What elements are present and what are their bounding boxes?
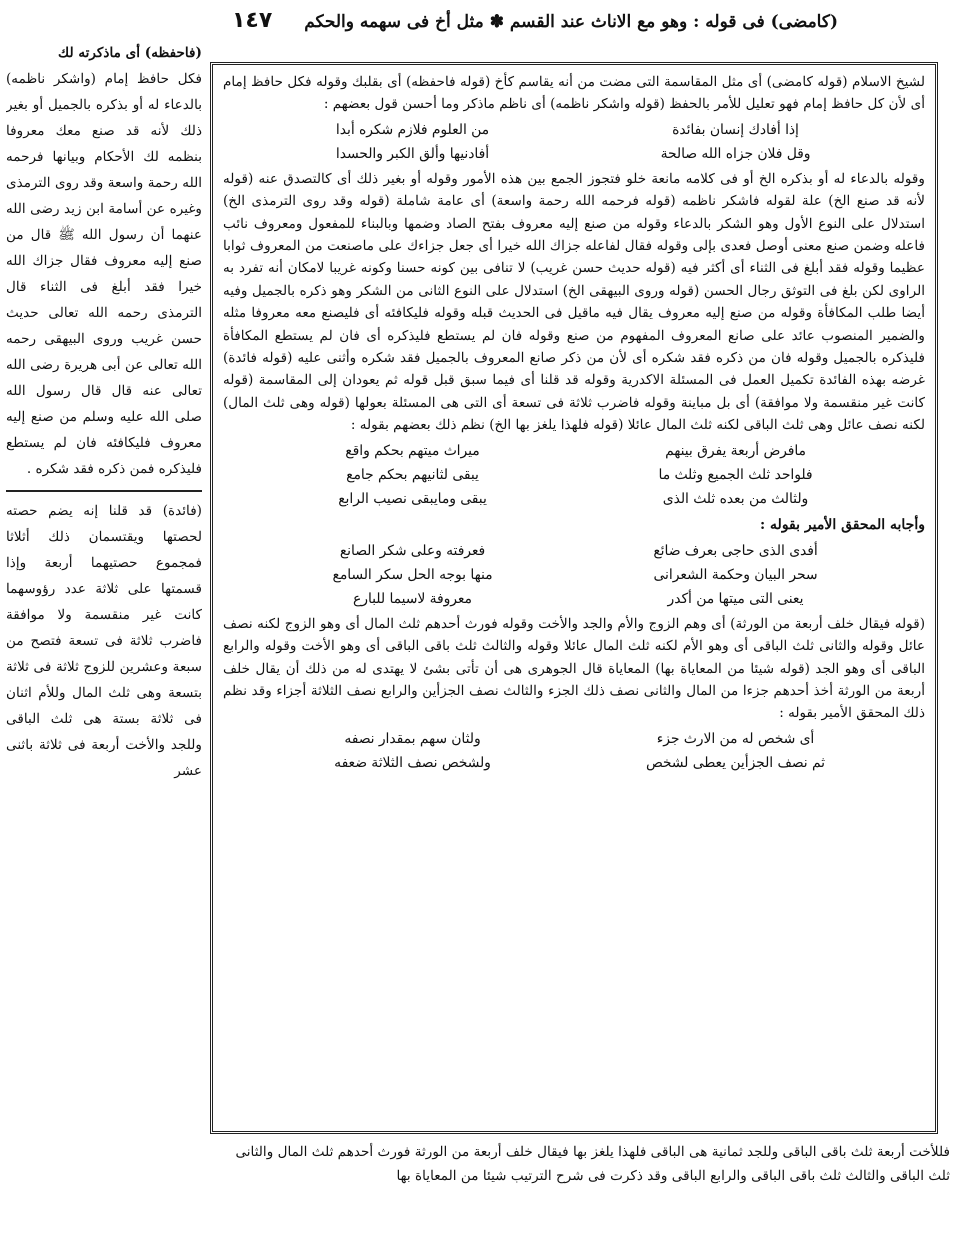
running-header — [232, 8, 838, 42]
commentary-paragraph-3: (قوله فيقال خلف أربعة من الورثة) أى وهم الزوج والأم والجد والأخت وقوله فورث أحدهم ثلث المال أى وهو الزوج لكنه نصف عائل وقوله والثانى ثلث الباقى أى وهو الأم لكنه ثلث المال عائلا وقوله والثالث ثلث باقى الباقى أى وهو الأخت وقوله والرابع الباقى أى وهو الجد (قوله شيئا من المعاياة بها) المعاياة قال الجوهرى هى أن تأتى بشئ لا يهتدى له من ذلك أن يقال خلف أربعة من الورثة أخذ أحدهم جزءا من المال والثانى نصف ذلك الجزء والثالث نصف الجزأين والرابع نصف الثلاثة أجزاء وقد نظم ذلك المحقق الأمير بقوله : — [223, 615, 925, 722]
poem-4-line-1-left: ولثان سهم بمقدار نصفه — [344, 730, 481, 747]
poem-4-line-1-right: أى شخص له من الارث جزء — [656, 730, 815, 747]
poem-3-line-2-right: سحر البيان وحكمة الشعرانى — [653, 566, 818, 583]
poem-4 — [223, 727, 925, 775]
poem-3-line-1-left: فعرفته وعلى شكر الصانع — [339, 542, 486, 559]
poem-1-line-1-right: إذا أفادك إنسان بفائدة — [672, 121, 799, 138]
page-number: ١٤٧ — [232, 8, 273, 33]
poem-3-line-3-right: يعنى التى ميتها من أكدر — [667, 590, 804, 607]
poem-1-line-2-left: أفادنيها وألق الكبر والحسدا — [335, 145, 490, 162]
poem-1-line-1-left: من العلوم فلازم شكره أبدا — [335, 121, 490, 138]
margin-title: (فاحفظه) أى ماذكرته لك — [58, 45, 202, 61]
commentary-paragraph-2: وقوله بالدعاء له أو بذكره الخ أو فى كلامه مانعة خلو فتجوز الجمع بين هذه الأمور وقوله أو بغير ذلك أى كالتصدق عنه (قوله لأنه قد صنع الخ) علة لقوله فاشكر ناظمه (قوله فرحمه الله رحمة واسعة) أى عامة شاملة (قوله وقد روى الترمذى الخ) استدلال على النوع الأول وهو الشكر بالدعاء وقوله من صنع إليه معروف بفتح الصاد وضمها وبالبناء للمفعول ومعروف نائب فاعله وضمن صنع معنى أوصل فعدى بإلى وقوله فقال لفاعله جزاك الله خيرا أى جعل جزاءك على ماصنعت من المعروف ثوابا عظيما وقوله فقد أبلغ فى الثناء أى أكثر فيه (قوله حديث حسن غريب) لا تنافى بين كونه حسنا وكونه غريبا لامكان أنه تفرد به الراوى لكن بلغ فى التوثق رجال الحسن (قوله وروى البيهقى الخ) استدلال على النوع الثانى من الشكر وهو ذكره بالجميل وفيه أيضا طلب المكافأة وقوله من صنع إليه معروف يقال فيه ماقيل فى الحديث قبله وقوله فليكافئه أى فليصنع معه معروفا مثله والضمير المنصوب عائد على صانع المعروف المفهوم من صنع وقوله فان لم يستطع فليذكره أى فان لم يستطع المكافأة فليذكره بالجميل وقوله فان من ذكره فقد شكره أى لأن من ذكر صانع المعروف بالجميل فقد شكره وأثنى عليه (قوله فائدة) غرضه بهذه الفائدة تكميل العمل فى المسئلة الاكدرية وقوله قد قلنا أى فيما سبق قبل قوله ثم يعودان إلى المقاسمة (قوله كانت غير منقسمة ولا موافقة) أى بل مباينة وقوله فاضرب ثلاثة فى تسعة أى التى هى المسئلة بعولها (قوله وهى ثلث المال) لكنه نصف عائل وهى ثلث الباقى لكنه ثلث المال عائلا (قوله فلهذا يلغز بها الخ) نظم ذلك بعضهم بقوله : — [223, 170, 925, 434]
margin-text-column — [6, 40, 202, 1126]
poem-2-line-2-left: يبقى لثانيهم بحكم جامع — [346, 466, 479, 483]
commentary-box — [210, 62, 938, 1134]
commentary-paragraph-1: لشيخ الاسلام (قوله كامضى) أى مثل المقاسمة التى مضت من أنه يقاسم كأخ (قوله فاحفظه) أى بقلبك وقوله فكل حافظ إمام أى لأن كل حافظ إمام فهو تعليل للأمر بالحفظ (قوله واشكر ناظمه) أى ناظم ماذكر وما أحسن قول بعضهم : — [223, 74, 925, 113]
footer-line-1: فللأخت أربعة ثلث باقى الباقى وللجد ثمانية هى الباقى فلهذا يلغز بها فيقال خلف أربعة من الورثة فورث أحدهم ثلث المال والثانى — [235, 1144, 950, 1160]
poem-3-line-3-left: معروفة لاسيما للبارع — [353, 590, 472, 607]
footer-continuation — [8, 1140, 950, 1188]
poem-4-line-2-right: ثم نصف الجزأين يعطى لشخص — [645, 754, 826, 771]
poem-3-line-1-right: أفدى الذى حاجى بعرف ضائع — [653, 542, 818, 559]
poem-2-line-3-right: ولثالث من بعده ثلث الذى — [662, 490, 809, 507]
poem-2-line-2-right: فلواحد ثلث الجميع وثلث ما — [658, 466, 813, 483]
poem-2-line-1-right: مافرض أربعة يفرق بينهم — [665, 442, 806, 459]
poem-2-line-1-left: ميراث ميتهم بحكم واقع — [345, 442, 480, 459]
margin-divider — [6, 490, 202, 492]
poem-2-line-3-left: يبقى ومايبقى نصيب الرابع — [338, 490, 487, 507]
poem-1 — [223, 118, 925, 166]
poem-4-line-2-left: ولشخص نصف الثلاثة ضعفه — [334, 754, 491, 771]
poem-3 — [223, 539, 925, 611]
poem-1-line-2-right: وقل فلان جزاه الله صالحة — [660, 145, 811, 162]
header-title: (كامضى) فى قوله : وهو مع الاناث عند القسم ✽ مثل أخ فى سهمه والحكم — [304, 12, 838, 32]
poem-3-line-2-left: منها بوجه الحل سكر السامع — [332, 566, 493, 583]
margin-paragraph-2: (فائدة) قد قلنا إنه يضم حصته لحصتها ويقتسمان ذلك أثلاثا فمجموع حصتيهما أربعة وإذا قسمتها على ثلاثة عدد رؤوسهما كانت غير منقسمة ولا موافقة فاضرب ثلاثة فى تسعة فتصح من سبعة وعشرين للزوج ثلاثة فى ثلاثة بتسعة وهى ثلث المال وللأم اثنان فى ثلاثة بستة هى ثلث الباقى وللجد والأخت أربعة فى ثلاثة باثنى عشر — [6, 503, 202, 779]
margin-paragraph-1: فكل حافظ إمام (واشكر ناظمه) بالدعاء له أو بذكره بالجميل أو بغير ذلك لأنه قد صنع معك معروفا بنظمه لك الأحكام وبيانها فرحمه الله رحمة واسعة وقد روى الترمذى وغيره عن أسامة ابن زيد رضى الله عنهما أن رسول الله ﷺ قال من صنع إليه معروف فقال جزاك الله خيرا فقد أبلغ فى الثناء قال الترمذى رحمه الله تعالى حديث حسن غريب وروى البيهقى رحمه الله تعالى عن أبى هريرة رضى الله تعالى عنه قال قال رسول الله صلى الله عليه وسلم من صنع إليه معروف فليكافئه فان لم يستطع فليذكره فمن ذكره فقد شكره . — [6, 71, 202, 477]
poem-2 — [223, 439, 925, 511]
answer-heading: وأجابه المحقق الأمير بقوله : — [760, 516, 925, 533]
footer-line-2: ثلث الباقى والثالث ثلث باقى الباقى والرابع الباقى وقد ذكرت فى شرح الترتيب شيئا من المعاياة بها — [396, 1168, 950, 1184]
